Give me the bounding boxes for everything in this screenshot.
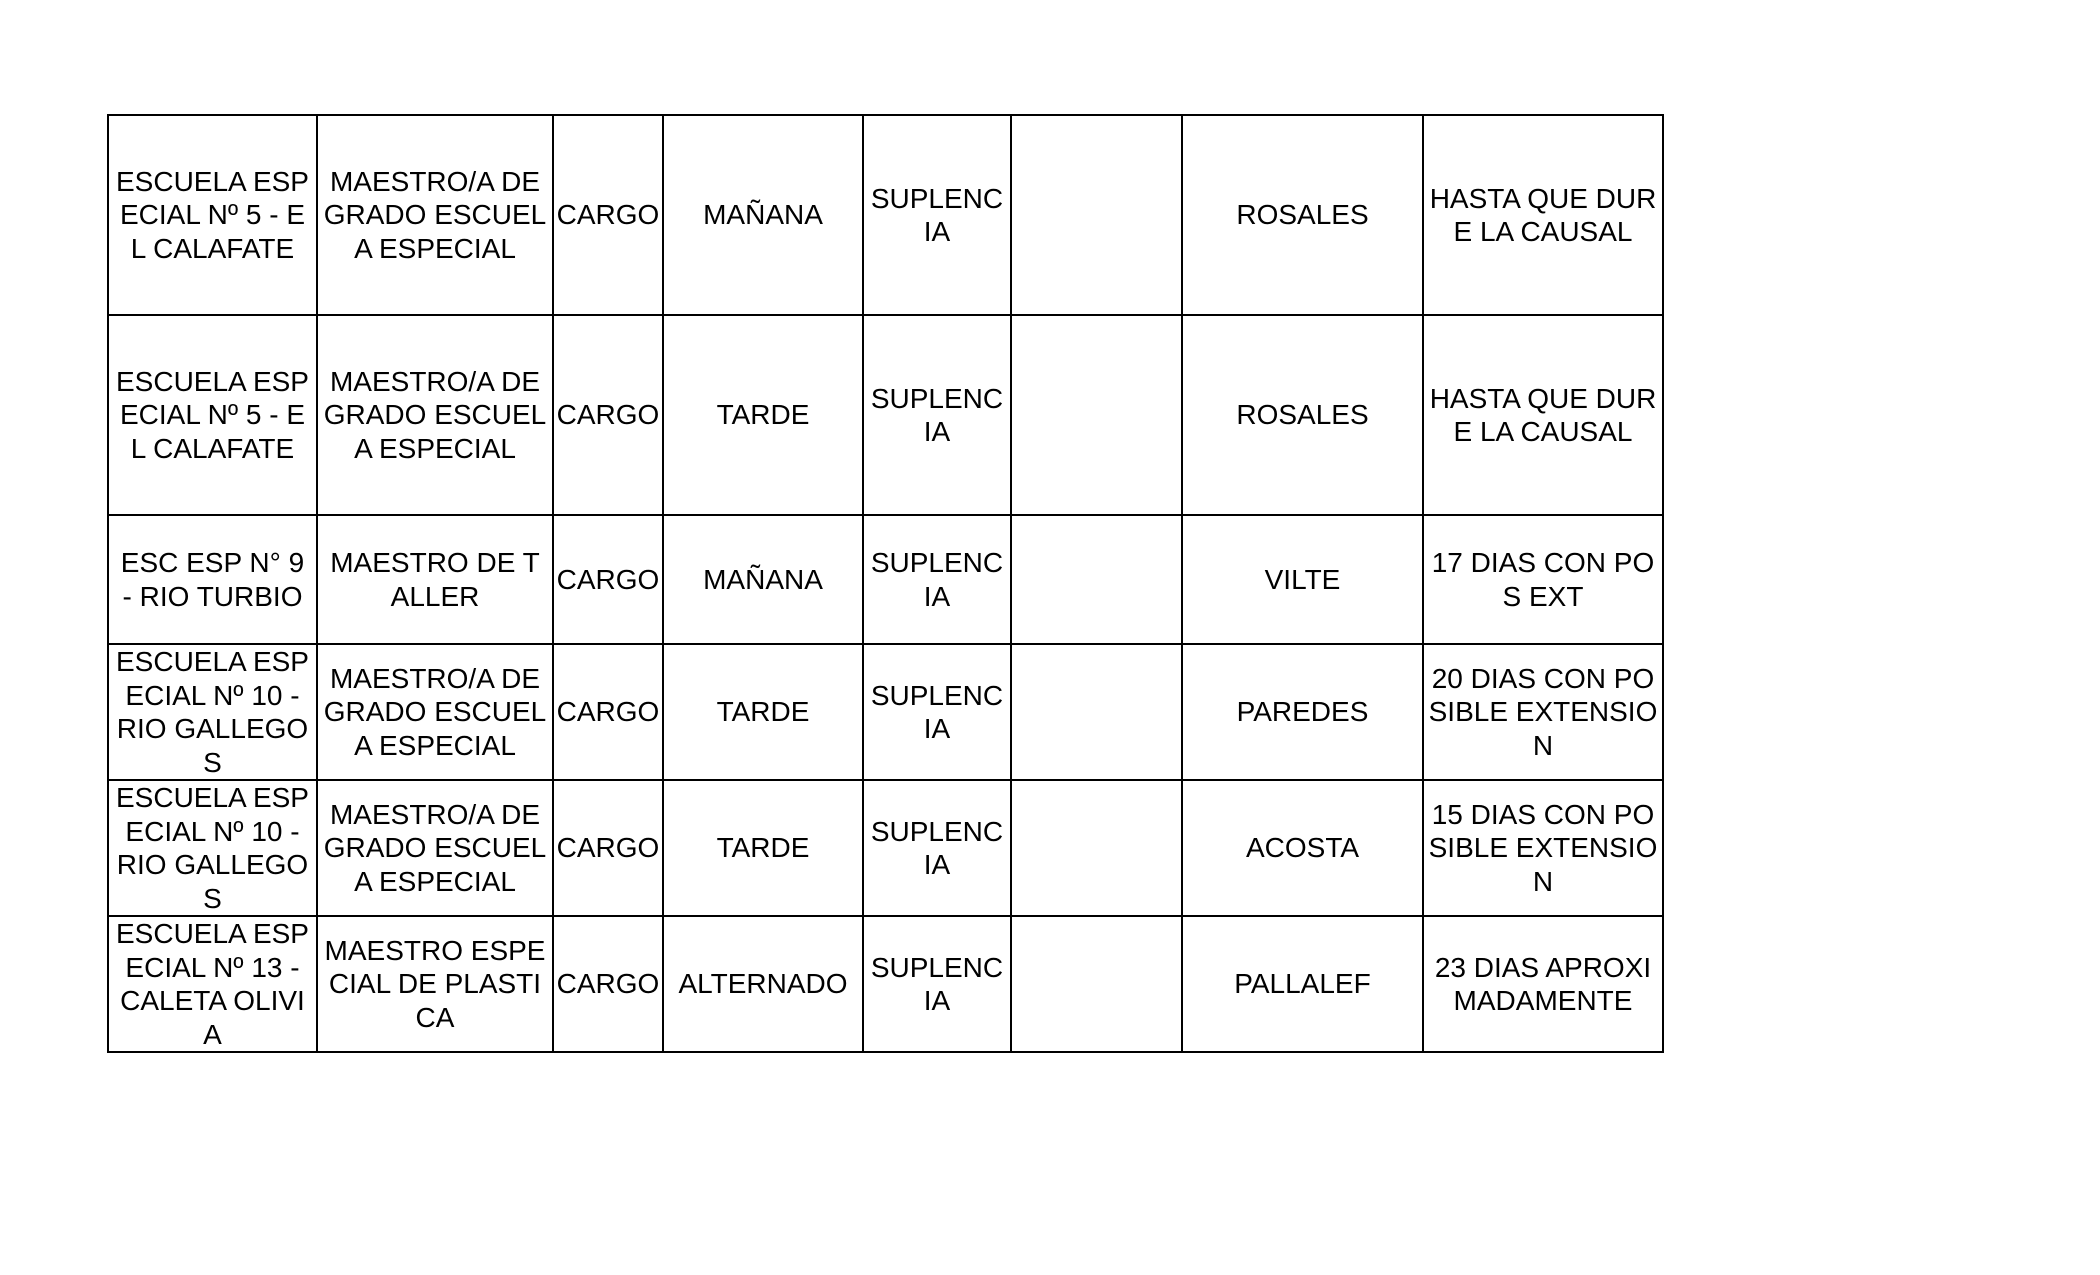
type-cell: CARGO [553, 644, 663, 780]
school-cell: ESCUELA ESPECIAL Nº 10 - RIO GALLEGOS [108, 780, 317, 916]
character-cell: SUPLENCIA [863, 644, 1011, 780]
holder-cell: PALLALEF [1182, 916, 1423, 1052]
position-cell: MAESTRO DE TALLER [317, 515, 553, 644]
character-cell: SUPLENCIA [863, 780, 1011, 916]
type-cell: CARGO [553, 115, 663, 315]
type-cell: CARGO [553, 515, 663, 644]
table-row [108, 780, 1663, 916]
character-cell: SUPLENCIA [863, 115, 1011, 315]
table-row [108, 515, 1663, 644]
vacancy-table [107, 114, 1664, 1053]
school-cell: ESC ESP N° 9 - RIO TURBIO [108, 515, 317, 644]
shift-cell: TARDE [663, 315, 863, 515]
holder-cell: VILTE [1182, 515, 1423, 644]
holder-cell: ACOSTA [1182, 780, 1423, 916]
table-row [108, 916, 1663, 1052]
character-cell: SUPLENCIA [863, 515, 1011, 644]
type-cell: CARGO [553, 780, 663, 916]
school-cell: ESCUELA ESPECIAL Nº 5 - EL CALAFATE [108, 115, 317, 315]
holder-cell: PAREDES [1182, 644, 1423, 780]
position-cell: MAESTRO ESPECIAL DE PLASTICA [317, 916, 553, 1052]
position-cell: MAESTRO/A DE GRADO ESCUELA ESPECIAL [317, 780, 553, 916]
blank-cell [1011, 644, 1182, 780]
type-cell: CARGO [553, 916, 663, 1052]
type-cell: CARGO [553, 315, 663, 515]
holder-cell: ROSALES [1182, 315, 1423, 515]
table-row [108, 115, 1663, 315]
duration-cell: 17 DIAS CON POS EXT [1423, 515, 1663, 644]
position-cell: MAESTRO/A DE GRADO ESCUELA ESPECIAL [317, 315, 553, 515]
duration-cell: HASTA QUE DURE LA CAUSAL [1423, 315, 1663, 515]
position-cell: MAESTRO/A DE GRADO ESCUELA ESPECIAL [317, 115, 553, 315]
table-row [108, 315, 1663, 515]
character-cell: SUPLENCIA [863, 916, 1011, 1052]
shift-cell: MAÑANA [663, 515, 863, 644]
character-cell: SUPLENCIA [863, 315, 1011, 515]
school-cell: ESCUELA ESPECIAL Nº 5 - EL CALAFATE [108, 315, 317, 515]
shift-cell: ALTERNADO [663, 916, 863, 1052]
blank-cell [1011, 515, 1182, 644]
position-cell: MAESTRO/A DE GRADO ESCUELA ESPECIAL [317, 644, 553, 780]
blank-cell [1011, 315, 1182, 515]
school-cell: ESCUELA ESPECIAL Nº 13 - CALETA OLIVIA [108, 916, 317, 1052]
duration-cell: 15 DIAS CON POSIBLE EXTENSION [1423, 780, 1663, 916]
duration-cell: 23 DIAS APROXIMADAMENTE [1423, 916, 1663, 1052]
duration-cell: 20 DIAS CON POSIBLE EXTENSION [1423, 644, 1663, 780]
duration-cell: HASTA QUE DURE LA CAUSAL [1423, 115, 1663, 315]
table-row [108, 644, 1663, 780]
shift-cell: TARDE [663, 780, 863, 916]
blank-cell [1011, 115, 1182, 315]
school-cell: ESCUELA ESPECIAL Nº 10 - RIO GALLEGOS [108, 644, 317, 780]
blank-cell [1011, 916, 1182, 1052]
holder-cell: ROSALES [1182, 115, 1423, 315]
blank-cell [1011, 780, 1182, 916]
shift-cell: MAÑANA [663, 115, 863, 315]
shift-cell: TARDE [663, 644, 863, 780]
